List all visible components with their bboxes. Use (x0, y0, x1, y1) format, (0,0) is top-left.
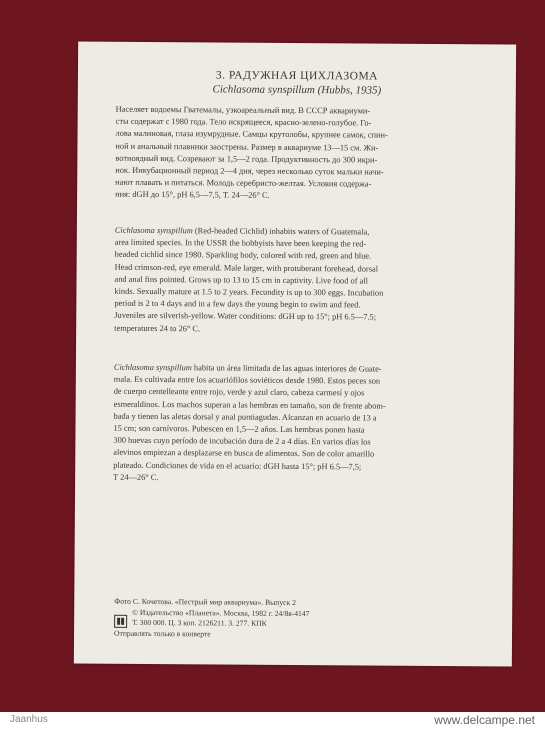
english-line: period is 2 to 4 days and in a few days the young begin to swim and feed. (114, 298, 361, 310)
spanish-line: T 24—26° C. (113, 472, 159, 482)
spanish-description (113, 362, 498, 487)
postcard-back (74, 41, 516, 666)
english-description (114, 225, 499, 338)
publisher-credits (114, 597, 454, 641)
english-line: Cichlasoma synspillum (Red-headed Cichlid) inhabits waters of Guatemala, (114, 225, 370, 237)
site-watermark: www.delcampe.net (434, 713, 535, 727)
english-line: temperatures 24 to 26° C. (114, 323, 201, 333)
spanish-line: 15 cm; son carnívoros. Pubescen en 1,5—2 años. Las hembras ponen hasta (113, 423, 365, 435)
spanish-line: plateado. Condiciones de vida en el acuario: dGH hasta 15°; pH 6.5—7,5; (113, 460, 362, 472)
credit-line: © Издательство «Планета». Москва, 1982 г. 24/8я-4147 (132, 607, 310, 618)
russian-line: нают плавать и питаться. Молодь серебристо-желтая. Условия содержа- (115, 177, 372, 189)
credit-line: Отправлять только в конверте (114, 628, 211, 638)
english-line: headed cichlid since 1980. Sparkling body, colored with red, green and blue. (114, 250, 372, 261)
english-line: and anal fins pointed. Grows up to 13 to 15 cm in captivity. Live food of all (114, 274, 368, 286)
spanish-line: mala. Es cultivada entre los acuariófilos soviéticos desde 1980. Estos peces son (113, 374, 381, 386)
russian-description (115, 104, 500, 204)
english-line: Head crimson-red, eye emerald. Male larger, with protuberant forehead, dorsal (114, 262, 379, 274)
english-line: Juveniles are silverish-yellow. Water conditions: dGH up to 15°; pH 6.5—7.5; (114, 311, 377, 322)
english-line: kinds. Sexually mature at 1.5 to 2 years. Fecundity is up to 300 eggs. Incubation (114, 286, 384, 298)
spanish-line: bada y tienen las aletas dorsal y anal puntiagudas. Alcanzan en acuario de 13 a (113, 411, 377, 423)
credit-line: Т. 300 000. Ц. 3 коп. 2126211. З. 277. КПК (132, 617, 267, 628)
spanish-line: alevinos empiezan a desplazarse en busca de alimentos. Son de color amarillo (113, 448, 375, 459)
russian-line: нок. Инкубационный период 2—4 дня, через несколько суток мальки начи- (115, 165, 384, 177)
spanish-line: Cichlasoma synspillum habita un área limitada de las aguas interiores de Guate- (113, 362, 382, 374)
credit-line: Фото С. Кочетова. «Пестрый мир аквариума». Выпуск 2 (114, 596, 296, 608)
spanish-line: de cuerpo centelleante entre rojo, verde y azul claro, cabeza carmesí y ojos (113, 387, 365, 398)
russian-line: Населяет водоемы Гватемалы, узкоареальный вид. В СССР аквариуми- (115, 104, 371, 116)
spanish-line: 300 huevas cuyo período de incubación dura de 2 a 4 días. En varios días los (113, 435, 371, 447)
card-latin-name: Cichlasoma synspillum (Hubbs, 1935) (212, 83, 382, 97)
card-title: 3. РАДУЖНАЯ ЦИХЛАЗОМА (215, 69, 379, 83)
spanish-line: esmeraldinos. Los machos superan a las hembras en tamaño, son de frente abom- (113, 399, 386, 411)
russian-line: сты содержат с 1980 года. Тело искрящееся, красно-зелено-голубое. Го- (115, 116, 372, 128)
russian-line: ния: dGH до 15°, pH 6,5—7,5, Т. 24—26° С. (115, 190, 270, 201)
russian-line: ной и анальный плавники заострены. Размер в аквариуме 13—15 см. Жи- (115, 141, 379, 153)
russian-line: вотноядный вид. Созревают за 1,5—2 года. Продуктивность до 300 икри- (115, 153, 378, 165)
english-line: area limited species. In the USSR the hobbyists have been keeping the red- (114, 237, 367, 249)
russian-line: лова малиновая, глаза изумрудные. Самцы крутолобы, крупнее самок, спин- (115, 129, 388, 141)
listing-footer (0, 712, 545, 730)
seller-watermark: Jaanhus (10, 714, 48, 725)
